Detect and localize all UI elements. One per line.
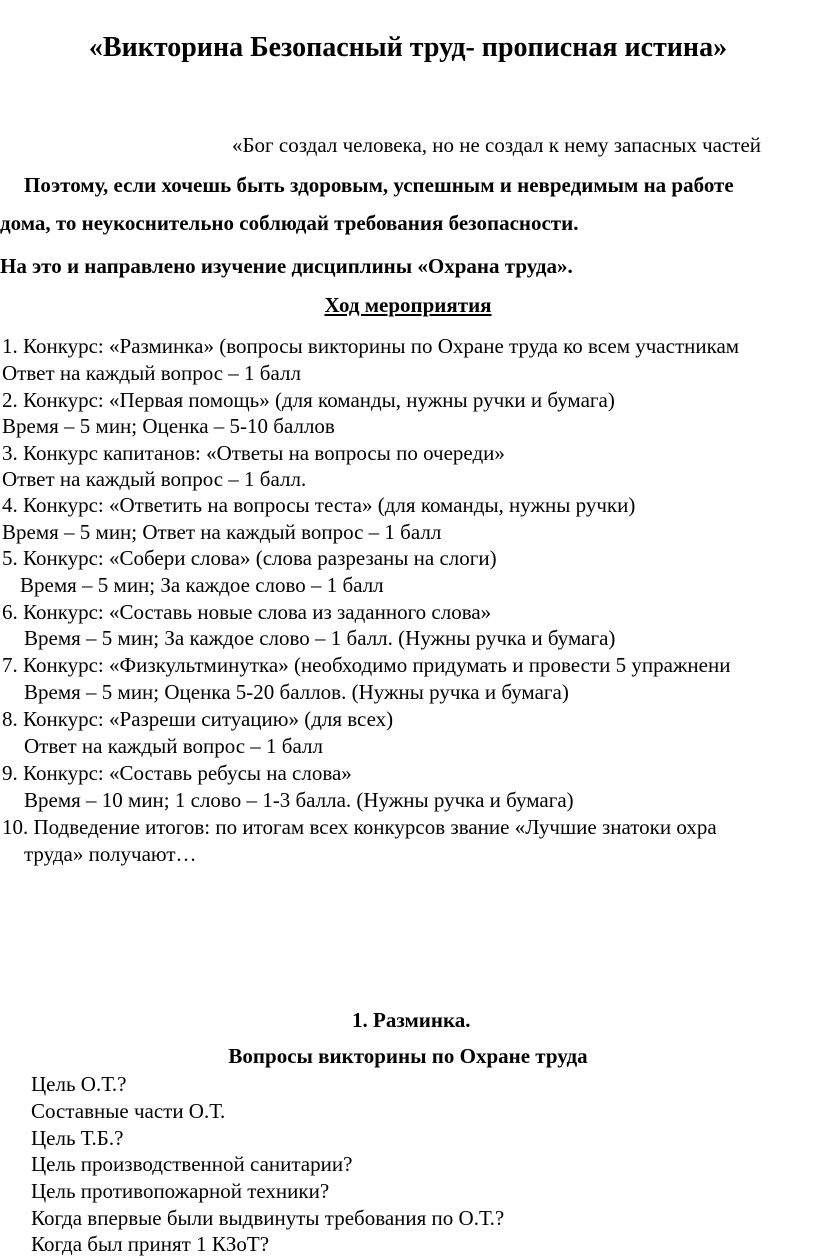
questions-heading: Вопросы викторины по Охране труда (228, 1044, 588, 1068)
intro-line: На это и направлено изучение дисциплины «Охрана труда». (0, 254, 573, 278)
program-line: Ответ на каждый вопрос – 1 балл (24, 734, 323, 758)
program-line: 3. Конкурс капитанов: «Ответы на вопросы по очереди» (2, 441, 505, 465)
program-line: 10. Подведение итогов: по итогам всех конкурсов звание «Лучшие знатоки охра (2, 815, 717, 839)
program-line: 9. Конкурс: «Составь ребусы на слова» (2, 761, 352, 785)
program-line: Ответ на каждый вопрос – 1 балл (2, 361, 301, 385)
program-line: Время – 5 мин; За каждое слово – 1 балл (20, 573, 384, 597)
program-line: труда» получают… (24, 842, 197, 866)
intro-line: дома, то неукоснительно соблюдай требования безопасности. (0, 211, 579, 235)
program-line: 2. Конкурс: «Первая помощь» (для команды, нужны ручки и бумага) (2, 388, 615, 412)
program-line: Время – 5 мин; За каждое слово – 1 балл. (Нужны ручка и бумага) (24, 626, 616, 650)
epigraph: «Бог создал человека, но не создал к нему запасных частей (232, 133, 762, 157)
program-line: Время – 10 мин; 1 слово – 1-3 балла. (Нужны ручка и бумага) (24, 788, 574, 812)
program-line: 4. Конкурс: «Ответить на вопросы теста» (для команды, нужны ручки) (2, 493, 636, 517)
intro-line: Поэтому, если хочешь быть здоровым, успешным и невредимым на работе (24, 173, 734, 197)
program-line: 8. Конкурс: «Разреши ситуацию» (для всех) (2, 707, 394, 731)
program-line: Время – 5 мин; Оценка – 5-10 баллов (2, 414, 335, 438)
question-item: Составные части О.Т. (31, 1099, 226, 1123)
question-item: Когда был принят 1 КЗоТ? (31, 1232, 270, 1256)
program-line: 6. Конкурс: «Составь новые слова из заданного слова» (2, 600, 492, 624)
program-line: 5. Конкурс: «Собери слова» (слова разрезаны на слоги) (2, 546, 497, 570)
program-line: Время – 5 мин; Ответ на каждый вопрос – 1 балл (2, 520, 442, 544)
question-item: Когда впервые были выдвинуты требования по О.Т.? (31, 1206, 505, 1230)
section-heading: 1. Разминка. (352, 1008, 471, 1032)
document-title: «Викторина Безопасный труд- прописная истина» (88, 32, 728, 63)
question-item: Цель О.Т.? (31, 1072, 127, 1096)
question-item: Цель противопожарной техники? (31, 1179, 330, 1203)
program-line: Ответ на каждый вопрос – 1 балл. (2, 467, 307, 491)
program-line: 7. Конкурс: «Физкультминутка» (необходимо придумать и провести 5 упражнени (2, 653, 731, 677)
program-line: 1. Конкурс: «Разминка» (вопросы викторины по Охране труда ко всем участникам (2, 334, 740, 358)
question-item: Цель производственной санитарии? (31, 1152, 353, 1176)
program-heading: Ход мероприятия (324, 293, 492, 317)
program-line: Время – 5 мин; Оценка 5-20 баллов. (Нужны ручка и бумага) (24, 680, 569, 704)
question-item: Цель Т.Б.? (31, 1126, 124, 1150)
